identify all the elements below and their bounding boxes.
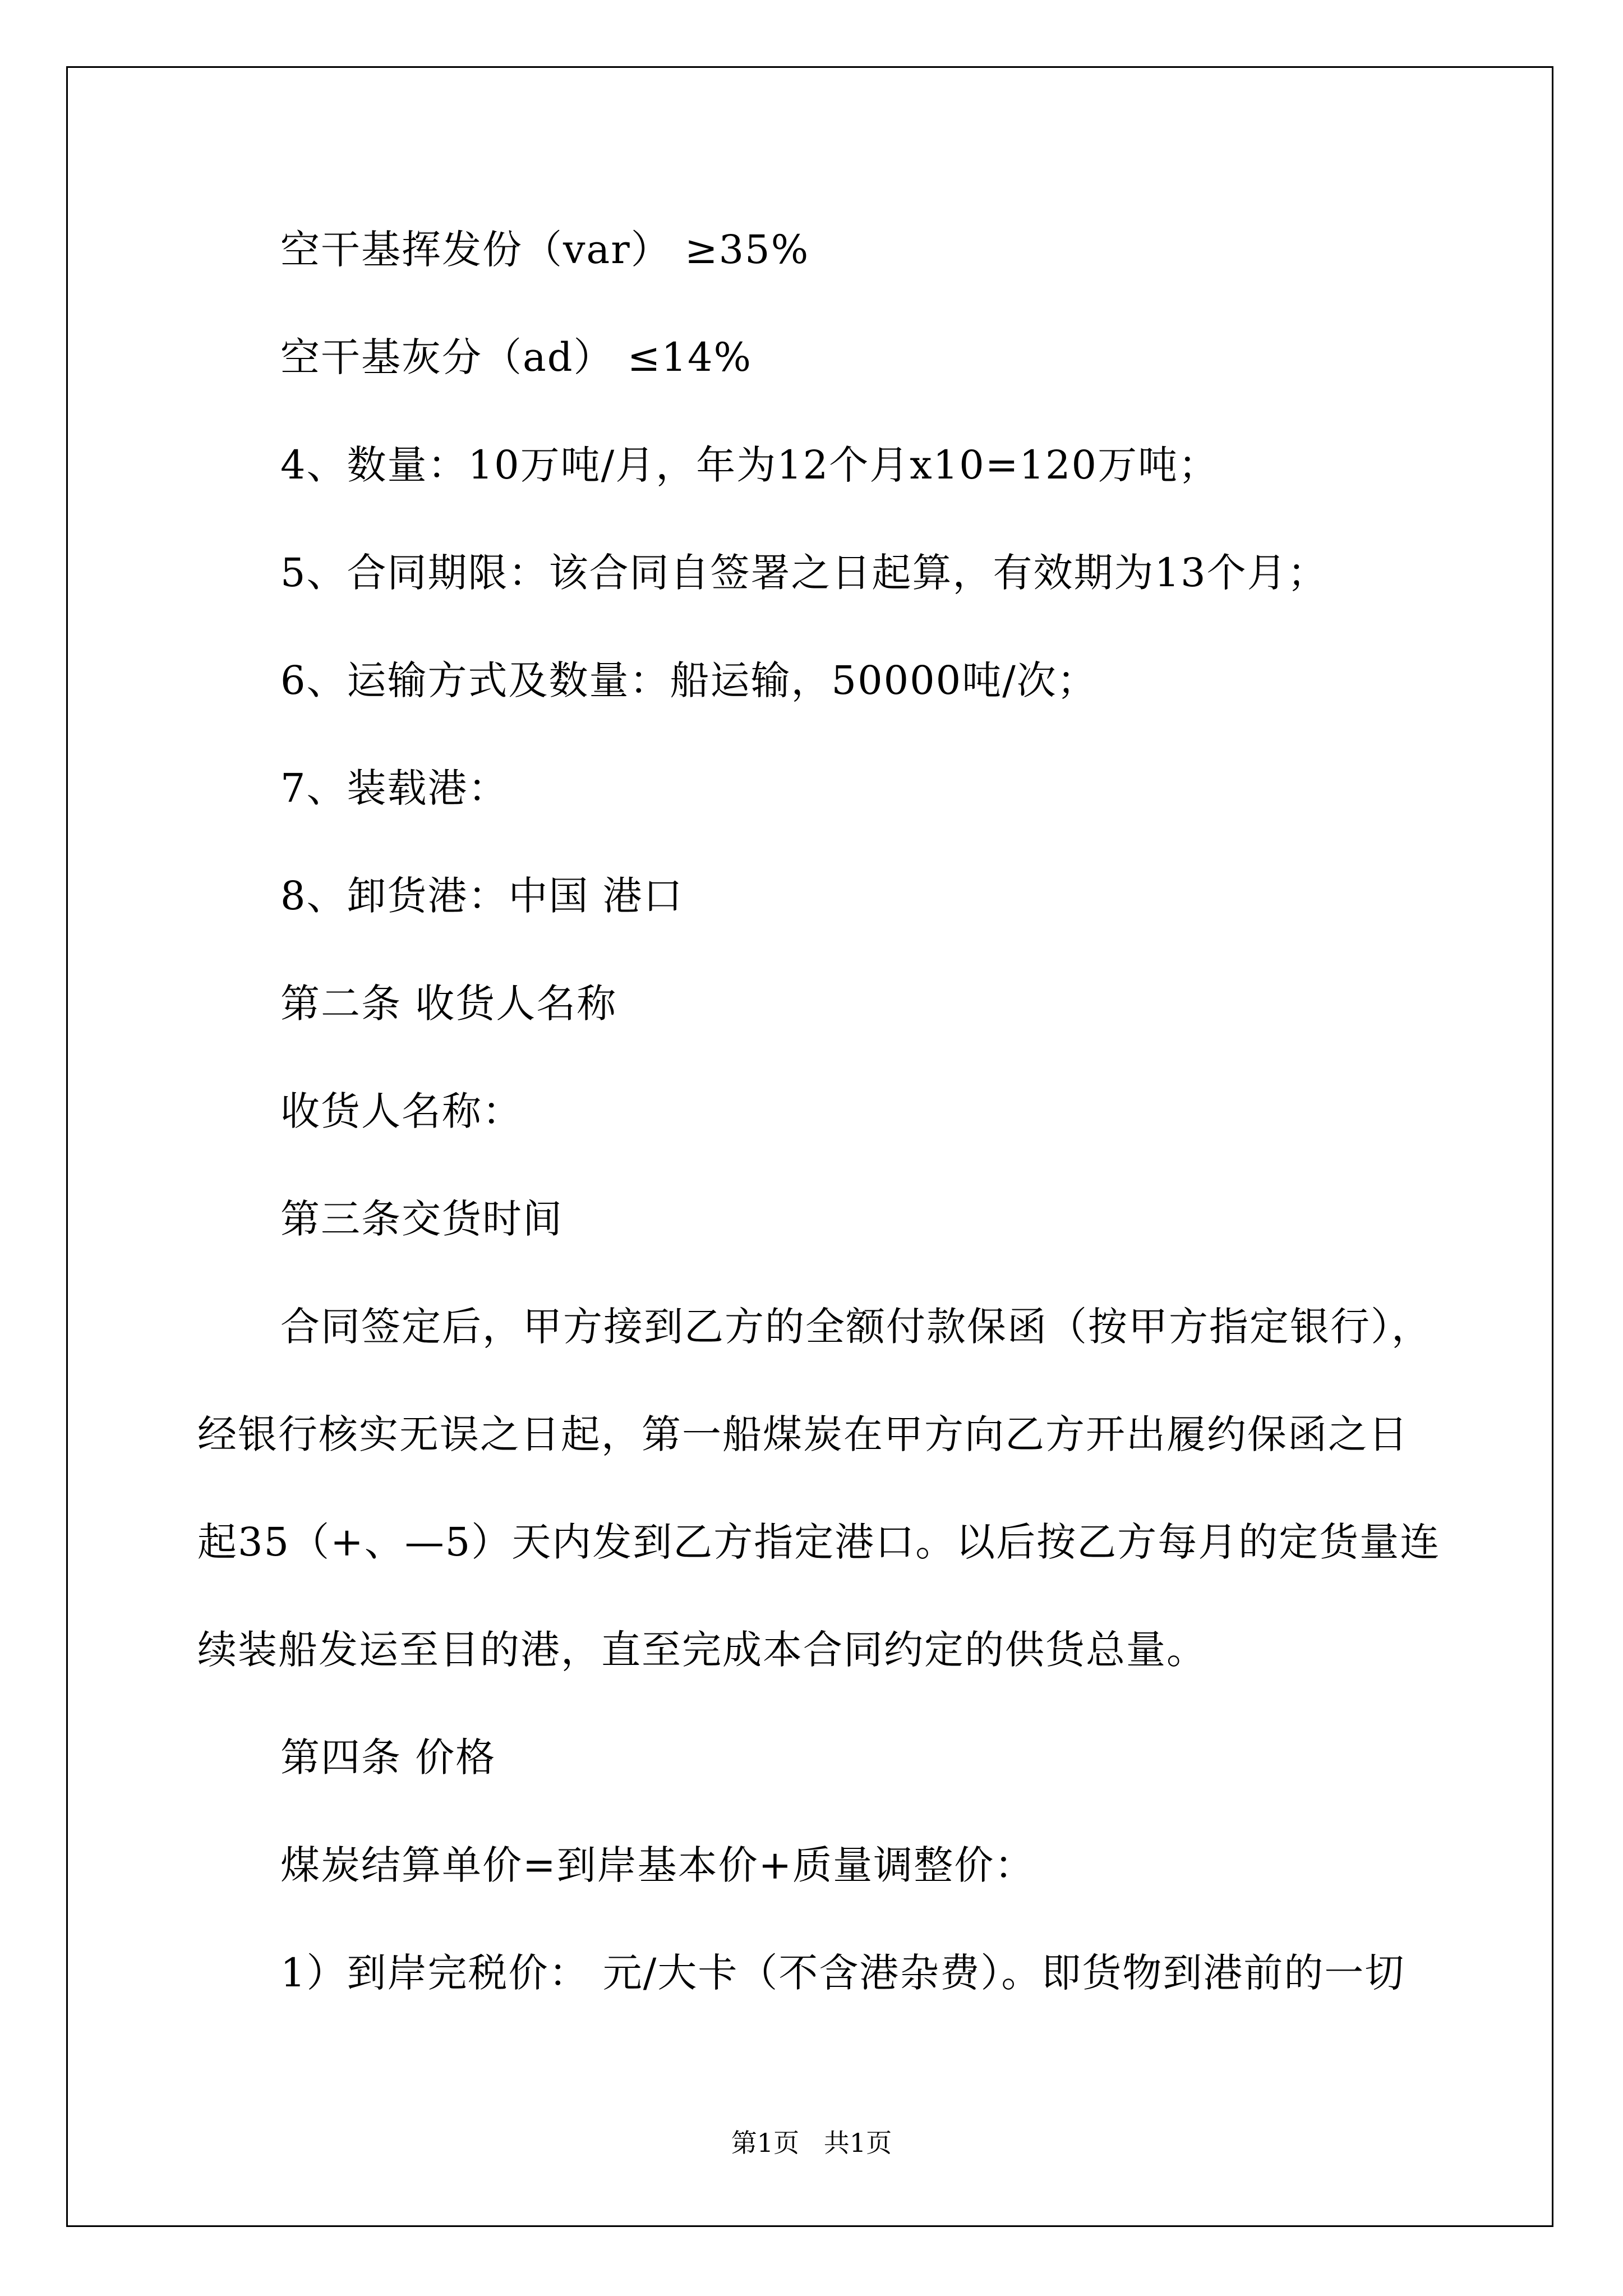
spec-volatile-matter: 空干基挥发份（var） ≥35% (280, 227, 810, 273)
clause-loading-port: 7、装载港： (280, 765, 509, 811)
article-4-heading: 第四条 价格 (280, 1734, 496, 1780)
price-item-1: 1）到岸完税价： 元/大卡（不含港杂费）。即货物到港前的一切 (280, 1950, 1405, 1996)
clause-quantity: 4、数量：10万吨/月，年为12个月x10=120万吨； (280, 442, 1219, 488)
article-3-heading: 第三条交货时间 (280, 1196, 563, 1242)
consignee-name: 收货人名称： (280, 1088, 523, 1134)
article-2-heading: 第二条 收货人名称 (280, 981, 617, 1027)
delivery-paragraph-line-1: 合同签定后，甲方接到乙方的全额付款保函（按甲方指定银行）， (280, 1304, 1432, 1350)
price-formula: 煤炭结算单价=到岸基本价+质量调整价： (280, 1842, 1035, 1888)
clause-contract-term: 5、合同期限：该合同自签署之日起算，有效期为13个月； (280, 550, 1328, 596)
delivery-paragraph-line-3: 起35（+、—5）天内发到乙方指定港口。以后按乙方每月的定货量连 (197, 1519, 1441, 1565)
delivery-paragraph-line-4: 续装船发运至目的港，直至完成本合同约定的供货总量。 (197, 1627, 1207, 1673)
page-footer: 第1页 共1页 (731, 2128, 892, 2158)
clause-discharge-port: 8、卸货港：中国 港口 (280, 873, 684, 919)
clause-transport: 6、运输方式及数量：船运输，50000吨/次； (280, 657, 1098, 703)
spec-ash-content: 空干基灰分（ad） ≤14% (280, 334, 753, 380)
delivery-paragraph-line-2: 经银行核实无误之日起，第一船煤炭在甲方向乙方开出履约保函之日 (197, 1411, 1409, 1457)
